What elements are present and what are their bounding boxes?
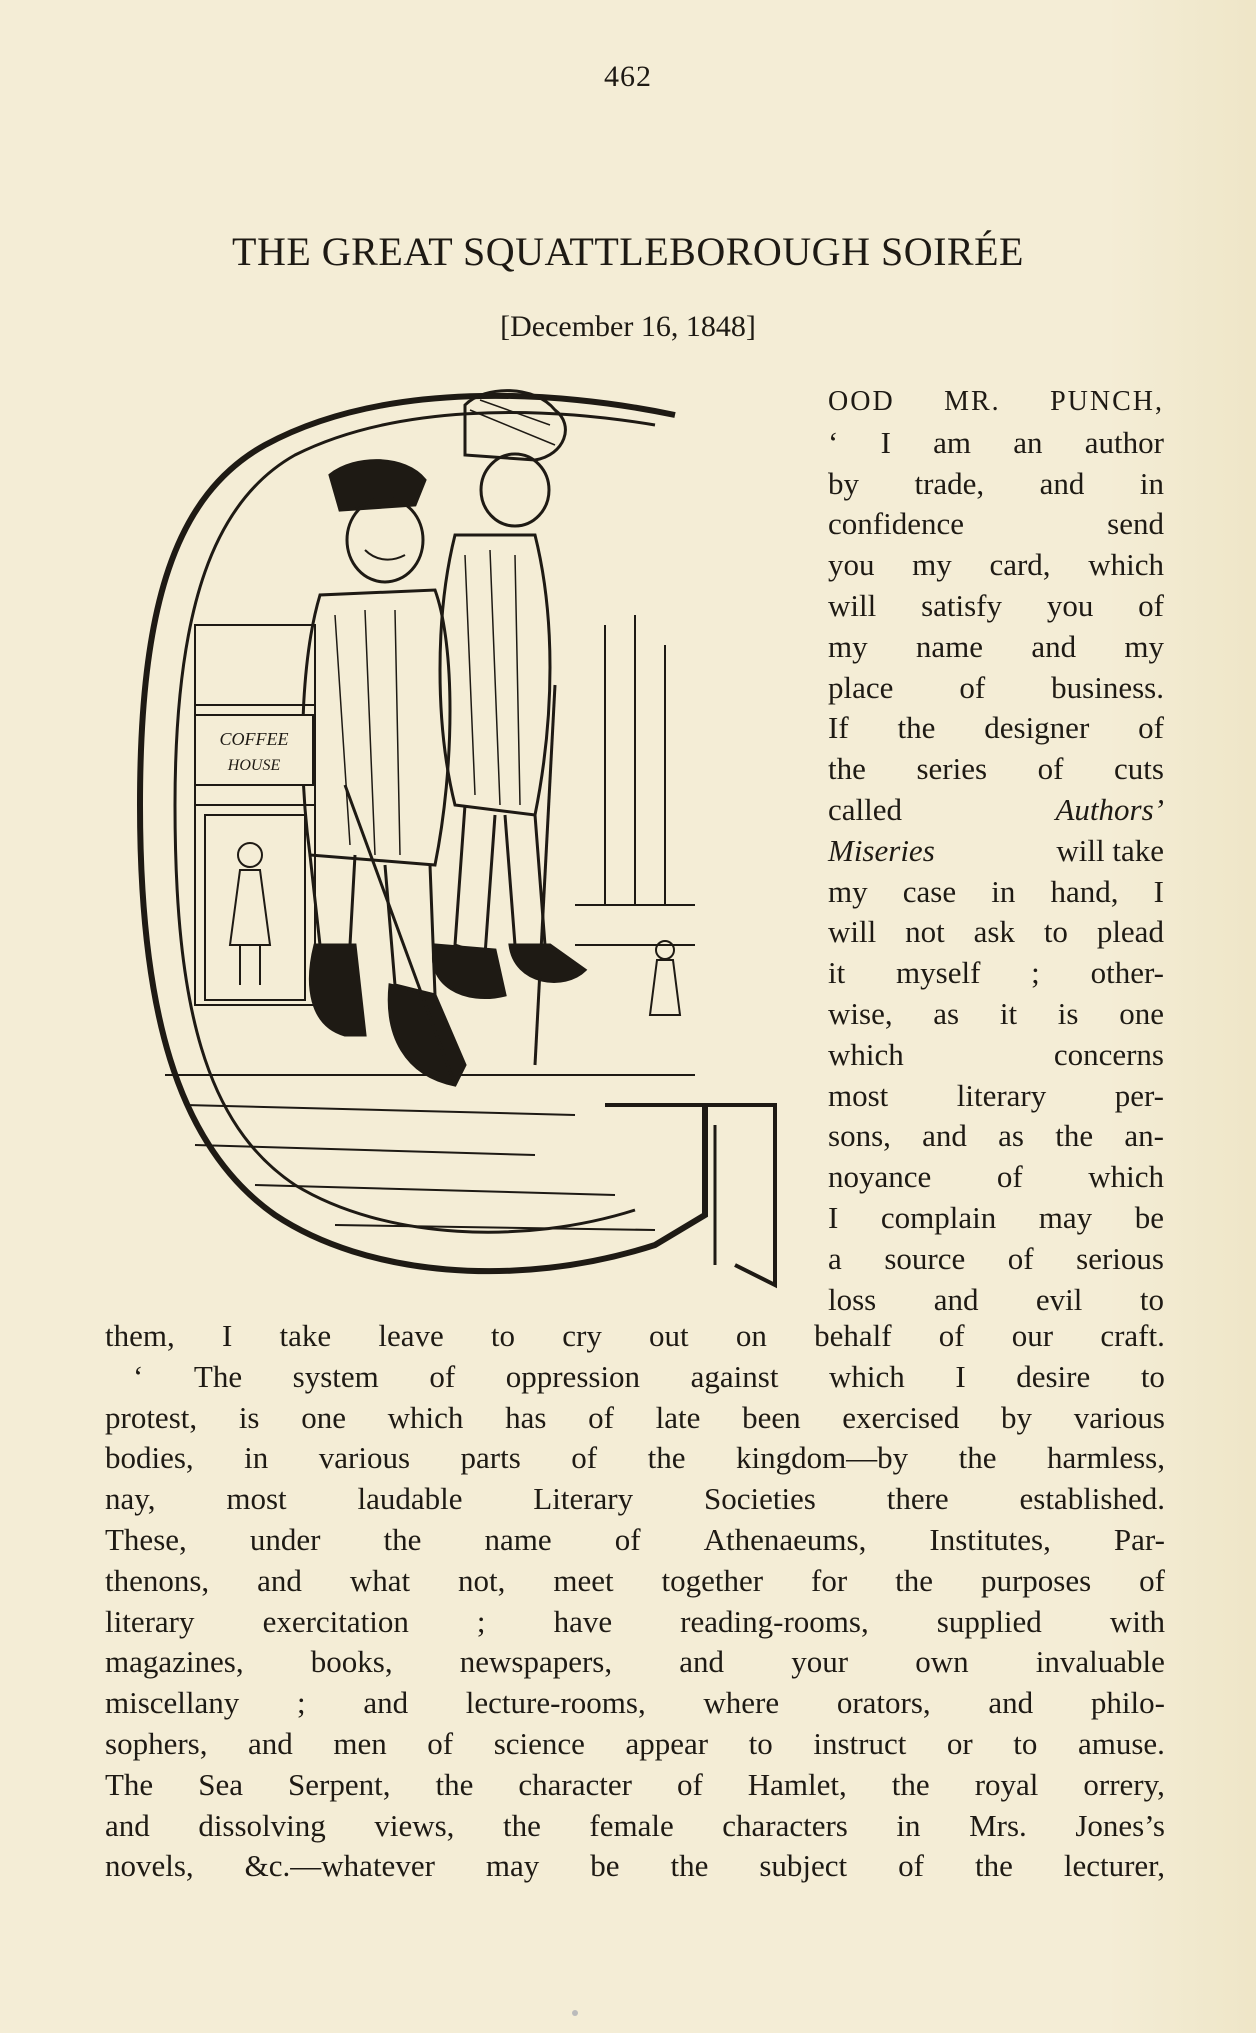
body-word: Hamlet,: [747, 1766, 847, 1802]
body-word: against: [690, 1358, 779, 1394]
column-word: to: [1139, 1281, 1164, 1317]
body-word: various: [1073, 1399, 1165, 1435]
column-word: of: [1037, 751, 1064, 787]
body-word: which: [829, 1358, 905, 1394]
body-word: and: [105, 1807, 150, 1843]
body-word: Institutes,: [929, 1521, 1051, 1557]
column-word: series: [916, 751, 988, 787]
body-word: in: [896, 1807, 921, 1843]
column-word: ask: [973, 914, 1015, 950]
body-word: subject: [759, 1848, 848, 1884]
column-word: ;: [1031, 955, 1040, 991]
body-line: [105, 1398, 1165, 1439]
column-word: Miseries: [828, 832, 935, 868]
body-word: them,: [105, 1318, 175, 1353]
body-word: to: [1013, 1725, 1038, 1761]
body-word: Literary: [533, 1481, 634, 1517]
column-word: my: [828, 873, 868, 909]
body-word: science: [493, 1725, 585, 1761]
column-word: a: [828, 1240, 842, 1276]
column-word: cuts: [1114, 751, 1164, 787]
body-word: men: [333, 1725, 387, 1761]
column-line: [828, 994, 1164, 1035]
column-line: [828, 1076, 1164, 1117]
column-line: [828, 953, 1164, 994]
column-line: [828, 1116, 1164, 1157]
body-word: of: [1139, 1562, 1165, 1598]
body-word: own: [915, 1644, 969, 1680]
body-word: magazines,: [105, 1644, 244, 1680]
column-word: case: [902, 873, 957, 909]
column-line: [828, 831, 1164, 872]
column-word: other-: [1090, 955, 1164, 991]
column-line: [828, 668, 1164, 709]
column-word: I: [880, 424, 891, 460]
body-word: the: [958, 1440, 997, 1476]
article-title: THE GREAT SQUATTLEBOROUGH SOIRÉE: [232, 229, 1024, 274]
body-word: Serpent,: [288, 1766, 391, 1802]
column-word: by: [828, 465, 859, 501]
body-word: character: [518, 1766, 632, 1802]
body-line: [105, 1520, 1165, 1561]
body-word: and: [248, 1725, 293, 1761]
body-word: or: [946, 1725, 973, 1761]
column-word: which: [828, 1036, 904, 1072]
column-word: to: [1043, 914, 1068, 950]
column-text: [828, 382, 1164, 1320]
body-word: the: [435, 1766, 474, 1802]
column-word: sons,: [828, 1118, 891, 1154]
body-word: for: [811, 1562, 848, 1598]
column-word: OOD: [828, 386, 895, 417]
column-line: [828, 708, 1164, 749]
column-line: [828, 912, 1164, 953]
body-word: instruct: [813, 1725, 907, 1761]
body-word: exercised: [842, 1399, 960, 1435]
body-word: take: [279, 1318, 332, 1353]
column-word: loss: [828, 1281, 877, 1317]
column-word: am: [933, 424, 972, 460]
column-word: called: [828, 791, 903, 827]
body-word: to: [748, 1725, 773, 1761]
column-word: of: [1007, 1240, 1034, 1276]
column-word: my: [1124, 628, 1164, 664]
body-word: to: [490, 1318, 516, 1353]
body-word: together: [661, 1562, 764, 1598]
body-word: the: [895, 1562, 934, 1598]
column-word: serious: [1076, 1240, 1164, 1276]
body-word: cry: [562, 1318, 602, 1353]
body-word: of: [427, 1725, 454, 1761]
body-word: novels,: [105, 1848, 194, 1884]
column-word: is: [1057, 995, 1079, 1031]
column-line: [828, 1035, 1164, 1076]
column-word: which: [1088, 547, 1164, 583]
column-word: complain: [880, 1199, 997, 1235]
column-line: [828, 627, 1164, 668]
body-word: to: [1140, 1358, 1165, 1394]
body-word: kingdom—by: [735, 1440, 909, 1476]
column-line: [828, 586, 1164, 627]
column-word: in: [991, 873, 1016, 909]
column-word: name: [915, 628, 984, 664]
body-word: have: [553, 1603, 613, 1639]
body-word: characters: [722, 1807, 848, 1843]
body-word: exercitation: [262, 1603, 409, 1639]
body-word: philo-: [1090, 1685, 1165, 1721]
body-word: Sea: [198, 1766, 243, 1802]
column-word: business.: [1051, 669, 1164, 705]
body-word: desire: [1016, 1358, 1091, 1394]
column-word: per-: [1114, 1077, 1164, 1113]
body-word: and: [679, 1644, 725, 1680]
column-line: [828, 382, 1164, 423]
body-word: the: [502, 1807, 541, 1843]
column-word: my: [912, 547, 952, 583]
body-word: your: [791, 1644, 849, 1680]
body-word: and: [257, 1562, 302, 1598]
column-word: the: [828, 751, 866, 787]
column-word: as: [998, 1118, 1024, 1154]
column-word: it: [999, 995, 1018, 1031]
column-line: [828, 749, 1164, 790]
column-word: as: [933, 995, 960, 1031]
column-word: of: [1138, 710, 1164, 746]
body-line: [105, 1602, 1165, 1643]
column-line: [828, 1280, 1164, 1321]
body-word: newspapers,: [459, 1644, 613, 1680]
body-word: Par-: [1113, 1521, 1165, 1557]
column-word: not: [905, 914, 945, 950]
body-word: of: [429, 1358, 456, 1394]
column-line: [828, 872, 1164, 913]
column-word: source: [884, 1240, 966, 1276]
column-word: and: [1031, 628, 1077, 664]
body-line: [105, 1438, 1165, 1479]
column-word: my: [828, 628, 868, 664]
body-line: [105, 1806, 1165, 1847]
sign-line-2: HOUSE: [227, 757, 281, 774]
column-word: confidence: [828, 506, 964, 542]
body-word: Athenaeums,: [703, 1521, 867, 1557]
body-word: the: [670, 1848, 709, 1884]
column-word: MR.: [944, 386, 1001, 417]
column-word: concerns: [1053, 1036, 1164, 1072]
column-word: will take: [1056, 832, 1164, 868]
column-word: an: [1013, 424, 1043, 460]
body-word: by: [1001, 1399, 1033, 1435]
column-word: and: [922, 1118, 967, 1154]
body-word: where: [703, 1685, 780, 1721]
column-word: and: [933, 1281, 979, 1317]
body-line: [105, 1683, 1165, 1724]
body-word: amuse.: [1077, 1725, 1165, 1761]
body-word: been: [742, 1399, 801, 1435]
column-word: author: [1084, 424, 1164, 460]
body-word: ;: [476, 1603, 486, 1639]
body-word: protest,: [105, 1399, 198, 1435]
column-word: hand,: [1050, 873, 1119, 909]
body-word: reading-rooms,: [680, 1603, 869, 1639]
column-word: you: [1046, 587, 1094, 623]
body-word: Jones’s: [1075, 1807, 1165, 1843]
body-line: [105, 1765, 1165, 1806]
body-word: orators,: [836, 1685, 931, 1721]
body-word: craft.: [1100, 1318, 1165, 1353]
body-word: what: [349, 1562, 411, 1598]
body-word: has: [505, 1399, 547, 1435]
body-word: and: [988, 1685, 1034, 1721]
body-word: orrery,: [1083, 1766, 1165, 1802]
body-word: sophers,: [105, 1725, 208, 1761]
body-word: of: [614, 1521, 641, 1557]
column-word: send: [1107, 506, 1164, 542]
body-word: The: [105, 1766, 154, 1802]
body-word: with: [1109, 1603, 1165, 1639]
column-word: myself: [896, 955, 981, 991]
page-mark: [572, 2010, 578, 2016]
body-word: &c.—whatever: [244, 1848, 435, 1884]
column-word: one: [1119, 995, 1164, 1031]
body-word: The: [193, 1358, 243, 1394]
body-word: parts: [460, 1440, 521, 1476]
initial-letter-g-illustration: [135, 385, 815, 1305]
body-word: not,: [458, 1562, 506, 1598]
column-word: PUNCH,: [1050, 386, 1164, 417]
body-line: [105, 1561, 1165, 1602]
column-line: [828, 464, 1164, 505]
body-word: under: [249, 1521, 321, 1557]
column-word: of: [996, 1159, 1023, 1195]
body-word: and: [363, 1685, 409, 1721]
body-word: I: [221, 1318, 233, 1353]
body-word: bodies,: [105, 1440, 194, 1476]
body-line: [105, 1642, 1165, 1683]
column-word: will: [828, 587, 877, 623]
body-word: of: [588, 1399, 614, 1435]
body-word: the: [891, 1766, 930, 1802]
column-word: If: [828, 710, 849, 746]
body-word: late: [655, 1399, 701, 1435]
body-word: of: [938, 1318, 965, 1353]
body-word: supplied: [936, 1603, 1042, 1639]
body-word: ‘: [133, 1358, 144, 1394]
body-word: the: [383, 1521, 422, 1557]
column-line: [828, 790, 1164, 831]
body-word: female: [589, 1807, 674, 1843]
column-word: you: [828, 547, 875, 583]
body-word: literary: [105, 1603, 195, 1639]
column-word: of: [959, 669, 986, 705]
body-text: [105, 1316, 1165, 1887]
body-word: miscellany: [105, 1685, 240, 1721]
body-line: [105, 1479, 1165, 1520]
body-word: system: [292, 1358, 379, 1394]
body-word: lecturer,: [1063, 1848, 1165, 1884]
body-word: royal: [974, 1766, 1039, 1802]
column-word: ‘: [828, 424, 839, 460]
body-line: [105, 1357, 1165, 1398]
column-word: an-: [1124, 1118, 1164, 1154]
body-word: in: [244, 1440, 269, 1476]
column-word: wise,: [828, 995, 893, 1031]
body-word: appear: [625, 1725, 709, 1761]
column-word: place: [828, 669, 894, 705]
body-word: behalf: [814, 1318, 892, 1353]
body-word: of: [571, 1440, 598, 1476]
body-line: [105, 1724, 1165, 1765]
body-word: laudable: [357, 1481, 463, 1517]
body-word: one: [301, 1399, 346, 1435]
body-word: out: [649, 1318, 689, 1353]
body-word: purposes: [980, 1562, 1092, 1598]
body-word: books,: [310, 1644, 393, 1680]
body-word: various: [318, 1440, 411, 1476]
body-word: These,: [105, 1521, 187, 1557]
column-word: I: [1153, 873, 1164, 909]
body-word: views,: [374, 1807, 455, 1843]
body-word: meet: [553, 1562, 614, 1598]
column-word: may: [1038, 1199, 1093, 1235]
column-line: [828, 504, 1164, 545]
coffee-house-sign: [195, 715, 313, 785]
column-word: in: [1139, 465, 1164, 501]
column-word: trade,: [914, 465, 985, 501]
column-word: of: [1138, 587, 1164, 623]
body-word: oppression: [505, 1358, 641, 1394]
column-word: be: [1134, 1199, 1164, 1235]
body-word: leave: [378, 1318, 444, 1353]
column-word: satisfy: [921, 587, 1002, 623]
column-word: the: [1055, 1118, 1094, 1154]
column-word: which: [1088, 1159, 1164, 1195]
column-word: literary: [956, 1077, 1047, 1113]
body-word: invaluable: [1035, 1644, 1165, 1680]
column-word: Authors’: [1055, 791, 1164, 827]
column-line: [828, 1157, 1164, 1198]
body-word: Societies: [703, 1481, 816, 1517]
body-word: the: [974, 1848, 1013, 1884]
column-word: the: [897, 710, 936, 746]
column-word: I: [828, 1199, 839, 1235]
article-date: [December 16, 1848]: [500, 310, 756, 343]
body-word: is: [238, 1399, 260, 1435]
column-word: will: [828, 914, 877, 950]
body-word: there: [886, 1481, 949, 1517]
column-word: designer: [984, 710, 1090, 746]
column-word: evil: [1035, 1281, 1083, 1317]
column-word: card,: [989, 547, 1051, 583]
body-word: be: [590, 1848, 620, 1884]
column-word: it: [828, 955, 846, 991]
body-word: of: [676, 1766, 703, 1802]
body-word: on: [735, 1318, 767, 1353]
column-line: [828, 423, 1164, 464]
body-word: which: [387, 1399, 464, 1435]
body-word: harmless,: [1047, 1440, 1165, 1476]
column-word: most: [828, 1077, 889, 1113]
body-word: nay,: [105, 1481, 156, 1517]
body-word: established.: [1019, 1481, 1165, 1517]
column-word: and: [1039, 465, 1085, 501]
sign-line-1: COFFEE: [219, 729, 289, 749]
body-word: name: [484, 1521, 552, 1557]
column-word: plead: [1096, 914, 1164, 950]
body-line: [105, 1846, 1165, 1887]
body-word: dissolving: [198, 1807, 326, 1843]
body-word: Mrs.: [969, 1807, 1027, 1843]
body-word: ;: [297, 1685, 306, 1721]
body-word: lecture-rooms,: [465, 1685, 646, 1721]
column-word: noyance: [828, 1159, 932, 1195]
body-word: thenons,: [105, 1562, 210, 1598]
column-line: [828, 545, 1164, 586]
body-word: the: [647, 1440, 686, 1476]
body-word: I: [955, 1358, 966, 1394]
body-word: may: [485, 1848, 540, 1884]
column-line: [828, 1239, 1164, 1280]
body-word: of: [898, 1848, 924, 1884]
page-number: 462: [604, 60, 652, 93]
column-line: [828, 1198, 1164, 1239]
body-word: most: [226, 1481, 287, 1517]
body-line: [105, 1316, 1165, 1357]
body-word: our: [1011, 1318, 1054, 1353]
